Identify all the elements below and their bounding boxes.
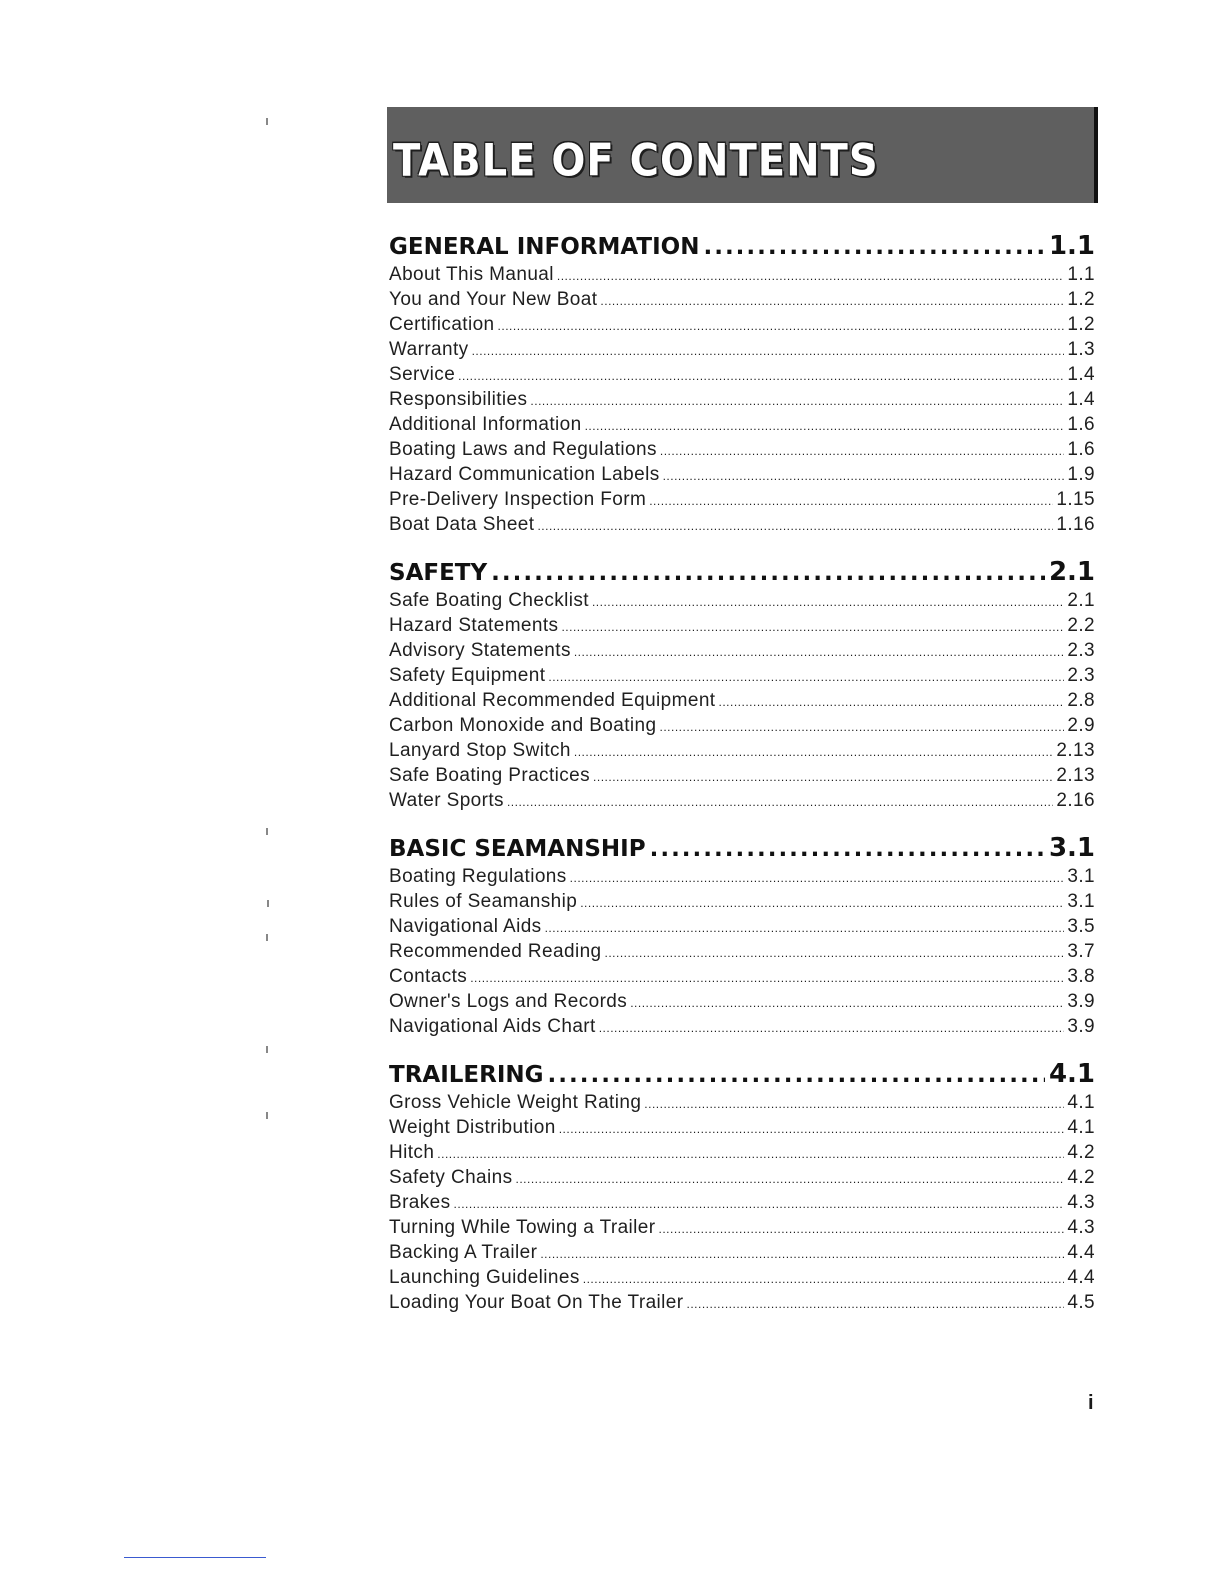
- entry-label: Hitch: [389, 1142, 435, 1163]
- entry-label: Navigational Aids Chart: [389, 1016, 596, 1037]
- entry-label: Additional Information: [389, 414, 582, 435]
- dot-leader: [600, 294, 1064, 308]
- dot-leader: [458, 369, 1064, 383]
- dot-leader: [472, 344, 1065, 358]
- section-heading[interactable]: [389, 231, 1095, 264]
- entry-page: 4.1: [1067, 1092, 1095, 1113]
- section-title: GENERAL INFORMATION: [389, 234, 700, 260]
- page-title: TABLE OF CONTENTS: [393, 135, 879, 187]
- entry-label: Carbon Monoxide and Boating: [389, 715, 657, 736]
- toc-entry[interactable]: [389, 1142, 1095, 1167]
- section-page: 4.1: [1048, 1059, 1095, 1089]
- toc-entry[interactable]: [389, 790, 1095, 815]
- entry-label: Warranty: [389, 339, 469, 360]
- scan-mark: [266, 934, 268, 941]
- scan-mark: [266, 1046, 268, 1053]
- entry-page: 1.2: [1067, 289, 1095, 310]
- toc-entry[interactable]: [389, 690, 1095, 715]
- entry-page: 2.8: [1067, 690, 1095, 711]
- entry-page: 2.13: [1056, 765, 1095, 786]
- dot-leader: [498, 319, 1065, 333]
- toc-entry[interactable]: [389, 715, 1095, 740]
- dot-leader: [659, 720, 1064, 734]
- entry-label: Rules of Seamanship: [389, 891, 578, 912]
- entry-label: Boating Regulations: [389, 866, 567, 887]
- section-title: SAFETY: [389, 560, 488, 586]
- entry-page: 4.4: [1067, 1267, 1095, 1288]
- scan-mark: [266, 1112, 268, 1119]
- entry-label: Gross Vehicle Weight Rating: [389, 1092, 642, 1113]
- dot-leader: [437, 1147, 1064, 1161]
- entry-label: Boating Laws and Regulations: [389, 439, 657, 460]
- dot-leader: [537, 519, 1053, 533]
- dot-leader: [548, 670, 1064, 684]
- entry-label: Brakes: [389, 1192, 451, 1213]
- toc-entry[interactable]: [389, 1267, 1095, 1292]
- toc-entry[interactable]: [389, 289, 1095, 314]
- entry-label: Recommended Reading: [389, 941, 602, 962]
- toc-entry[interactable]: [389, 1167, 1095, 1192]
- dot-leader: [650, 836, 1045, 862]
- entry-label: Loading Your Boat On The Trailer: [389, 1292, 684, 1313]
- toc-entry[interactable]: [389, 1217, 1095, 1242]
- toc-entry[interactable]: [389, 414, 1095, 439]
- toc-entry[interactable]: [389, 916, 1095, 941]
- entry-label: Responsibilities: [389, 389, 528, 410]
- dot-leader: [659, 1222, 1065, 1236]
- entry-page: 1.4: [1067, 389, 1095, 410]
- entry-page: 3.7: [1067, 941, 1095, 962]
- dot-leader: [545, 921, 1065, 935]
- toc-entry[interactable]: [389, 891, 1095, 916]
- entry-label: Safety Chains: [389, 1167, 513, 1188]
- section-heading[interactable]: [389, 557, 1095, 590]
- dot-leader: [574, 745, 1054, 759]
- toc-entry[interactable]: [389, 765, 1095, 790]
- scan-mark: [266, 118, 268, 125]
- entry-label: Safe Boating Checklist: [389, 590, 589, 611]
- toc-entry[interactable]: [389, 1016, 1095, 1041]
- entry-label: Water Sports: [389, 790, 504, 811]
- entry-label: Hazard Communication Labels: [389, 464, 660, 485]
- dot-leader: [663, 469, 1065, 483]
- toc-section-general-information: [389, 231, 1095, 539]
- section-heading[interactable]: [389, 833, 1095, 866]
- toc-entry[interactable]: [389, 1092, 1095, 1117]
- toc-entry[interactable]: [389, 866, 1095, 891]
- dot-leader: [592, 595, 1064, 609]
- entry-page: 1.6: [1067, 439, 1095, 460]
- section-page: 1.1: [1048, 231, 1095, 261]
- entry-label: About This Manual: [389, 264, 554, 285]
- toc-entry[interactable]: [389, 339, 1095, 364]
- entry-page: 2.1: [1067, 590, 1095, 611]
- entry-page: 4.4: [1067, 1242, 1095, 1263]
- dot-leader: [593, 770, 1053, 784]
- toc-entry[interactable]: [389, 489, 1095, 514]
- entry-label: Weight Distribution: [389, 1117, 556, 1138]
- entry-page: 4.2: [1067, 1167, 1095, 1188]
- entry-page: 2.3: [1067, 665, 1095, 686]
- dot-leader: [583, 1272, 1065, 1286]
- entry-page: 4.3: [1067, 1217, 1095, 1238]
- toc-entry[interactable]: [389, 966, 1095, 991]
- entry-page: 3.8: [1067, 966, 1095, 987]
- dot-leader: [516, 1172, 1065, 1186]
- entry-label: Lanyard Stop Switch: [389, 740, 571, 761]
- entry-page: 1.16: [1056, 514, 1095, 535]
- entry-page: 4.3: [1067, 1192, 1095, 1213]
- toc-entry[interactable]: [389, 941, 1095, 966]
- entry-page: 2.3: [1067, 640, 1095, 661]
- section-page: 3.1: [1048, 833, 1095, 863]
- entry-page: 3.9: [1067, 1016, 1095, 1037]
- entry-label: Hazard Statements: [389, 615, 559, 636]
- entry-page: 2.13: [1056, 740, 1095, 761]
- dot-leader: [649, 494, 1053, 508]
- dot-leader: [559, 1122, 1065, 1136]
- section-title: TRAILERING: [389, 1062, 544, 1088]
- entry-page: 3.1: [1067, 891, 1095, 912]
- toc-entry[interactable]: [389, 264, 1095, 289]
- toc-entry[interactable]: [389, 389, 1095, 414]
- footer-rule: [124, 1557, 266, 1558]
- toc-entry[interactable]: [389, 514, 1095, 539]
- entry-page: 4.2: [1067, 1142, 1095, 1163]
- entry-label: Safety Equipment: [389, 665, 546, 686]
- entry-page: 1.6: [1067, 414, 1095, 435]
- dot-leader: [686, 1297, 1064, 1311]
- entry-label: Backing A Trailer: [389, 1242, 538, 1263]
- toc-entry[interactable]: [389, 590, 1095, 615]
- entry-label: Advisory Statements: [389, 640, 571, 661]
- entry-page: 2.2: [1067, 615, 1095, 636]
- dot-leader: [557, 269, 1064, 283]
- entry-label: Safe Boating Practices: [389, 765, 591, 786]
- table-of-contents: [389, 231, 1095, 1335]
- toc-section-basic-seamanship: [389, 833, 1095, 1041]
- entry-label: Pre-Delivery Inspection Form: [389, 489, 647, 510]
- entry-label: Certification: [389, 314, 495, 335]
- toc-entry[interactable]: [389, 464, 1095, 489]
- section-title: BASIC SEAMANSHIP: [389, 836, 646, 862]
- entry-page: 4.5: [1067, 1292, 1095, 1313]
- toc-entry[interactable]: [389, 364, 1095, 389]
- entry-page: 3.1: [1067, 866, 1095, 887]
- dot-leader: [548, 1062, 1045, 1088]
- entry-label: Service: [389, 364, 456, 385]
- entry-page: 1.3: [1067, 339, 1095, 360]
- dot-leader: [574, 645, 1065, 659]
- dot-leader: [644, 1097, 1064, 1111]
- section-heading[interactable]: [389, 1059, 1095, 1092]
- toc-entry[interactable]: [389, 991, 1095, 1016]
- dot-leader: [507, 795, 1053, 809]
- toc-section-safety: [389, 557, 1095, 815]
- dot-leader: [454, 1197, 1065, 1211]
- toc-section-trailering: [389, 1059, 1095, 1317]
- entry-page: 1.1: [1067, 264, 1095, 285]
- toc-entry[interactable]: [389, 740, 1095, 765]
- toc-entry[interactable]: [389, 439, 1095, 464]
- toc-banner: [387, 107, 1098, 203]
- toc-entry[interactable]: [389, 1192, 1095, 1217]
- dot-leader: [605, 946, 1065, 960]
- toc-entry[interactable]: [389, 1292, 1095, 1317]
- toc-entry[interactable]: [389, 640, 1095, 665]
- dot-leader: [561, 620, 1064, 634]
- entry-page: 4.1: [1067, 1117, 1095, 1138]
- entry-page: 2.9: [1067, 715, 1095, 736]
- entry-label: You and Your New Boat: [389, 289, 598, 310]
- entry-page: 3.5: [1067, 916, 1095, 937]
- entry-page: 1.2: [1067, 314, 1095, 335]
- entry-page: 1.15: [1056, 489, 1095, 510]
- entry-label: Additional Recommended Equipment: [389, 690, 716, 711]
- entry-page: 3.9: [1067, 991, 1095, 1012]
- dot-leader: [630, 996, 1064, 1010]
- entry-label: Turning While Towing a Trailer: [389, 1217, 656, 1238]
- entry-label: Owner's Logs and Records: [389, 991, 628, 1012]
- scan-mark: [266, 828, 268, 835]
- entry-label: Contacts: [389, 966, 468, 987]
- dot-leader: [530, 394, 1064, 408]
- section-page: 2.1: [1048, 557, 1095, 587]
- entry-page: 2.16: [1056, 790, 1095, 811]
- entry-label: Navigational Aids: [389, 916, 542, 937]
- dot-leader: [719, 695, 1065, 709]
- toc-entry[interactable]: [389, 615, 1095, 640]
- dot-leader: [585, 419, 1065, 433]
- dot-leader: [570, 871, 1065, 885]
- entry-page: 1.9: [1067, 464, 1095, 485]
- page-number: i: [1088, 1392, 1094, 1414]
- dot-leader: [599, 1021, 1065, 1035]
- toc-entry[interactable]: [389, 1242, 1095, 1267]
- entry-page: 1.4: [1067, 364, 1095, 385]
- dot-leader: [540, 1247, 1064, 1261]
- dot-leader: [580, 896, 1064, 910]
- scan-mark: [267, 900, 269, 907]
- toc-entry[interactable]: [389, 1117, 1095, 1142]
- entry-label: Launching Guidelines: [389, 1267, 580, 1288]
- entry-label: Boat Data Sheet: [389, 514, 535, 535]
- dot-leader: [491, 560, 1045, 586]
- dot-leader: [470, 971, 1064, 985]
- dot-leader: [703, 234, 1044, 260]
- toc-entry[interactable]: [389, 314, 1095, 339]
- dot-leader: [660, 444, 1064, 458]
- toc-entry[interactable]: [389, 665, 1095, 690]
